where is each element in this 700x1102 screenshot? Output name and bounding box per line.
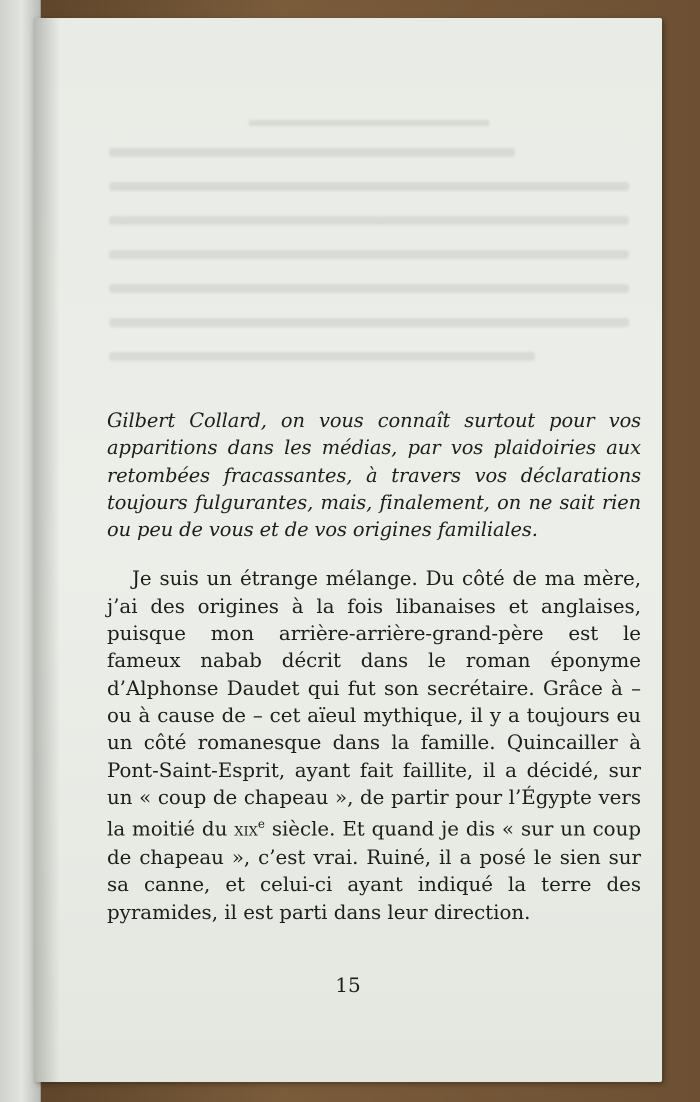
book-page — [34, 18, 662, 1082]
interview-answer — [107, 565, 641, 925]
gutter-shadow — [34, 18, 60, 1082]
body-text — [107, 407, 641, 926]
century-numeral: xix — [234, 819, 258, 841]
interview-question: Gilbert Collard, on vous connaît surtout pour vos apparitions dans les médias, par vos plaidoiries aux retombées fracassantes, à travers vos déclarations toujours fulgurantes, mais, finalement, on ne sait rien ou peu de vous et de vos origines familiales. — [107, 409, 641, 542]
page-number: 15 — [335, 973, 361, 997]
answer-text-start: Je suis un étrange mélange. Du côté de ma mère, j’ai des origines à la fois libanaises et anglaises, puisque mon arrière-arrière-grand-père est le fameux nabab décrit dans le roman éponyme d’Alphonse Daudet qui fut son secrétaire. Grâce à – ou à cause de – cet aïeul mythique, il y a toujours eu un côté romanesque dans la famille. Quincailler à Pont-Saint-Esprit, ayant fait faillite, il a décidé, sur un « coup de chapeau », de partir pour l’Égypte vers la moitié du — [107, 567, 641, 841]
answer-text-end: siècle. Et quand je dis « sur un coup de chapeau », c’est vrai. Ruiné, il a posé le sien sur sa canne, et celui-ci ayant indiqué la terre des pyramides, il est parti dans leur direction. — [107, 817, 641, 924]
century-suffix: e — [257, 817, 265, 832]
show-through-text — [109, 128, 629, 368]
